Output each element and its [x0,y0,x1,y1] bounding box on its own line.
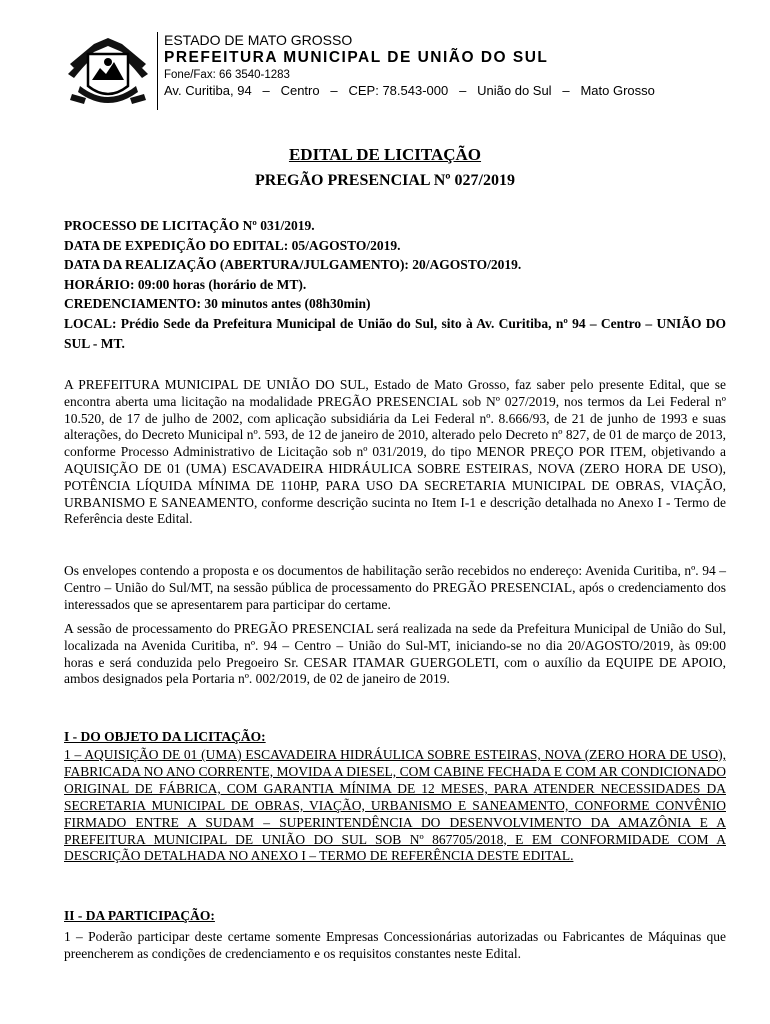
meta-realization-date: DATA DA REALIZAÇÃO (ABERTURA/JULGAMENTO): 20/AGOSTO/2019. [64,257,522,273]
address: Av. Curitiba, 94 – Centro – CEP: 78.543-000 – União do Sul – Mato Grosso [164,83,655,98]
header-divider [157,32,158,110]
section-participation-body: 1 – Poderão participar deste certame somente Empresas Concessionárias autorizadas ou Fabricantes de Máquinas que preencherem as condições de credenciamento e os requisitos constantes neste Edital. [64,929,726,961]
meta-process: PROCESSO DE LICITAÇÃO Nº 031/2019. [64,218,315,233]
document-title: EDITAL DE LICITAÇÃO [288,145,482,164]
section-object-title: I - DO OBJETO DA LICITAÇÃO: [64,729,266,744]
session-paragraph: A sessão de processamento do PREGÃO PRESENCIAL será realizada na sede da Prefeitura Municipal de União do Sul, localizada na Avenida Curitiba, nº. 94 – Centro – União do Sul-MT, iniciando-se no dia 20/AGOSTO/2019, às 09:00 horas e será conduzida pelo Pregoeiro Sr. CESAR ITAMAR GUERGOLETI, com o auxílio da EQUIPE DE APOIO, ambos designados pela Portaria nº. 002/2019, de 02 de janeiro de 2019. [64,621,726,687]
meta-location: LOCAL: Prédio Sede da Prefeitura Municipal de União do Sul, sito à Av. Curitiba, nº 94 – Centro – UNIÃO DO SUL - MT. [64,315,726,351]
section-participation-title: II - DA PARTICIPAÇÃO: [64,908,215,923]
document-subtitle: PREGÃO PRESENCIAL Nº 027/2019 [255,172,515,189]
intro-paragraph: A PREFEITURA MUNICIPAL DE UNIÃO DO SUL, Estado de Mato Grosso, faz saber pelo presente Edital, que se encontra aberta uma licitação na modalidade PREGÃO PRESENCIAL sob Nº 027/2019, nos termos da Lei Federal nº 10.520, de 17 de julho de 2002, com aplicação subsidiária da Lei Federal nº. 8.666/93, de 21 de junho de 1993 e suas alterações, do Decreto Municipal nº. 593, de 12 de janeiro de 2010, alterado pelo Decreto nº 827, de 01 de março de 2013, conforme Processo Administrativo de Licitação sob nº 031/2019, do tipo MENOR PREÇO POR ITEM, objetivando a AQUISIÇÃO DE 01 (UMA) ESCAVADEIRA HIDRÁULICA SOBRE ESTEIRAS, NOVA (ZERO HORA DE USO), POTÊNCIA LÍQUIDA MÍNIMA DE 110HP, PARA USO DA SECRETARIA MUNICIPAL DE OBRAS, VIAÇÃO, URBANISMO E SANEAMENTO, conforme descrição sucinta no Item I-1 e descrição detalhada no Anexo I - Termo de Referência deste Edital. [64,377,726,527]
meta-expedition-date: DATA DE EXPEDIÇÃO DO EDITAL: 05/AGOSTO/2019. [64,237,401,253]
prefeitura-name: PREFEITURA MUNICIPAL DE UNIÃO DO SUL [164,49,549,66]
meta-accreditation: CREDENCIAMENTO: 30 minutos antes (08h30min) [64,296,371,312]
state-name: ESTADO DE MATO GROSSO [164,32,353,48]
letterhead-text [164,32,655,99]
section-object-body: 1 – AQUISIÇÃO DE 01 (UMA) ESCAVADEIRA HIDRÁULICA SOBRE ESTEIRAS, NOVA (ZERO HORA DE USO), FABRICADA NO ANO CORRENTE, MOVIDA A DIESEL, COM CABINE FECHADA E COM AR CONDICIONADO ORIGINAL DE FÁBRICA, COM GARANTIA MÍNIMA DE 12 MESES, PARA ATENDER NECESSIDADES DA SECRETARIA MUNICIPAL DE OBRAS, VIAÇÃO, URBANISMO E SANEAMENTO, CONFORME CONVÊNIO FIRMADO ENTRE A SUDAM – SUPERINTENDÊNCIA DO DESENVOLVIMENTO DA AMAZÔNIA E A PREFEITURA MUNICIPAL DE UNIÃO DO SUL SOB Nº 867705/2018, E EM CONFORMIDADE COM A DESCRIÇÃO DETALHADA NO ANEXO I – TERMO DE REFERÊNCIA DESTE EDITAL. [64,747,726,864]
process-metadata [64,216,726,353]
phone-fax: Fone/Fax: 66 3540-1283 [164,69,290,81]
envelopes-paragraph: Os envelopes contendo a proposta e os documentos de habilitação serão recebidos no endereço: Avenida Curitiba, nº. 94 – Centro – União do Sul/MT, na sessão pública de processamento do PREGÃO PRESENCIAL, após o credenciamento dos interessados que se apresentarem para participar do certame. [64,563,726,612]
meta-time: HORÁRIO: 09:00 horas (horário de MT). [64,276,307,292]
coat-of-arms-icon [64,34,152,110]
letterhead [64,28,714,114]
